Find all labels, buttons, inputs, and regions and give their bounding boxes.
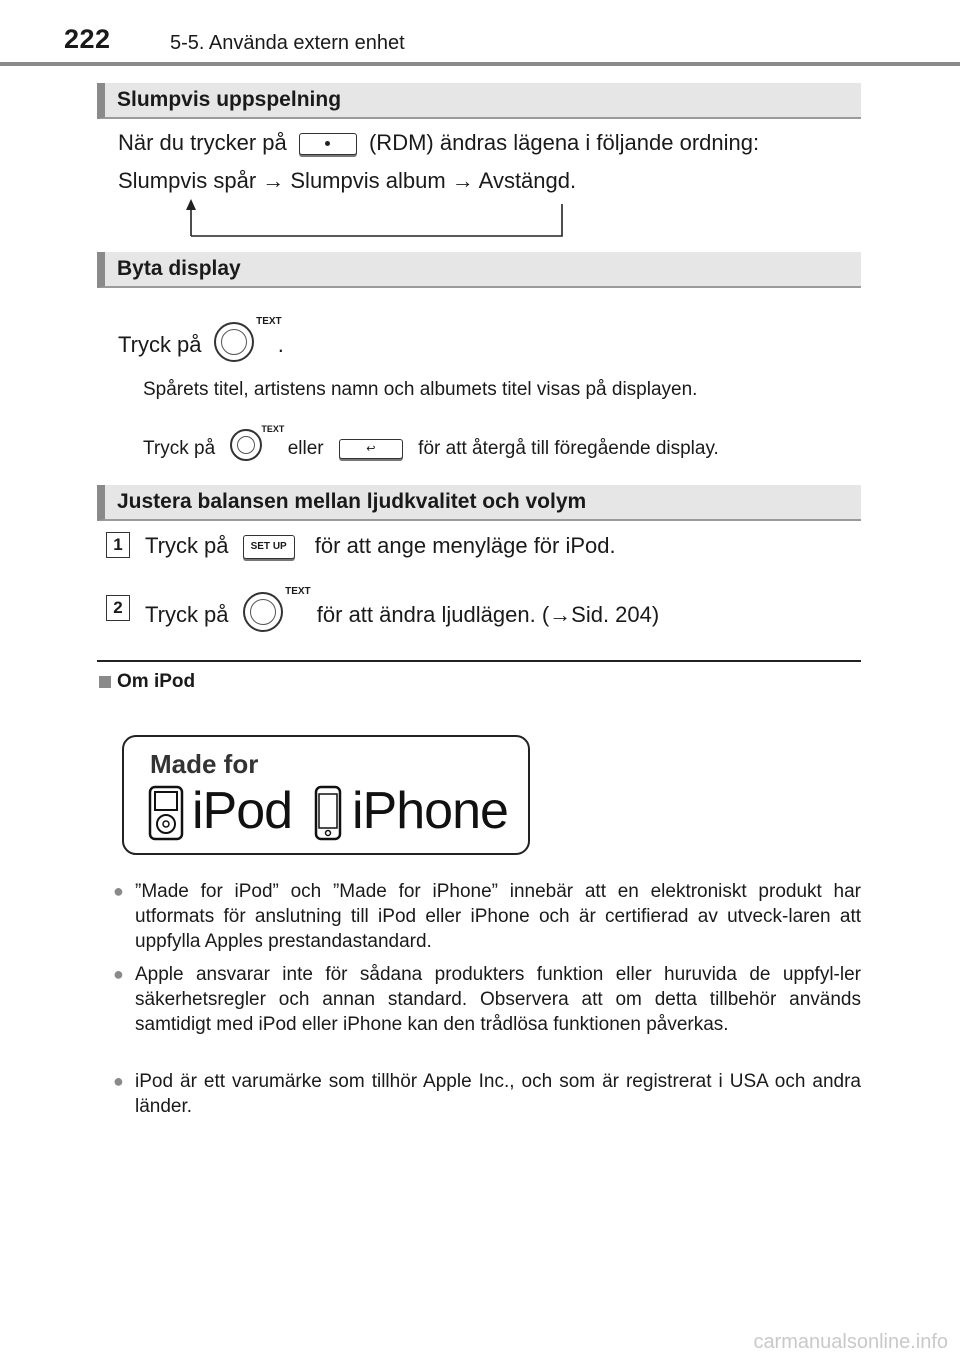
section-divider [97,660,861,662]
text-knob-label: TEXT [256,316,282,327]
step-1-post: för att ange menyläge för iPod. [314,533,616,558]
logo-made-for: Made for [150,749,259,779]
logo-iphone-text: iPhone [352,782,508,840]
logo-ipod-text: iPod [192,782,293,840]
section-heading-display: Byta display [97,252,861,288]
random-line1-pre: När du trycker på [118,130,287,155]
text-knob-step2-icon [243,586,311,632]
setup-button [243,535,295,559]
text-knob-small-icon [230,424,285,461]
display-back-post: för att återgå till föregående display. [418,438,719,460]
step-2-post: för att ändra ljudlägen. (→Sid. 204) [316,601,660,627]
step-number-2: 2 [106,595,130,621]
step-2-pre: Tryck på [145,601,229,627]
header-rule [0,62,960,66]
circle-bullet-icon: ● [113,964,124,984]
text-knob-step2-label: TEXT [285,586,311,597]
made-for-ipod-logo [122,735,530,855]
text-knob-icon [214,316,282,362]
rdm-button [299,133,357,155]
display-press-pre: Tryck på [118,331,202,357]
bullet-text-1: ”Made for iPod” och ”Made for iPhone” innebär att en elektroniskt produkt har utformats för anslutning till iPod eller iPhone och är certifierad av utveck-laren att uppfylla Apples prestandastandard. [135,881,861,952]
chapter-title: 5-5. Använda extern enhet [170,32,405,54]
random-mode-order: Slumpvis spår → Slumpvis album → Avstängd. [118,168,577,193]
display-press-post: . [277,331,284,357]
display-instruction [118,316,284,366]
random-line1-post: (RDM) ändras lägena i följande ordning: [368,130,760,155]
ipod-device-icon [148,785,184,841]
watermark: carmanualsonline.info [753,1331,948,1353]
display-back-mid: eller [287,438,324,460]
step-2-text [145,586,660,636]
step-1-pre: Tryck på [145,533,229,558]
step-number-1: 1 [106,532,130,558]
cycle-arrow-icon [180,198,570,240]
display-info: Spårets titel, artistens namn och albumets titel visas på displayen. [143,379,698,400]
square-bullet-icon [99,676,111,688]
om-ipod-heading: Om iPod [117,671,196,692]
iphone-device-icon [314,785,342,841]
circle-bullet-icon: ● [113,881,124,901]
page-number: 222 [64,24,111,54]
bullet-text-3: iPod är ett varumärke som tillhör Apple Inc., och som är registrerat i USA och andra länder. [135,1071,861,1117]
bullet-text-2: Apple ansvarar inte för sådana produkters funktion eller huruvida de uppfyl-ler säkerhetsregler och annan standard. Observera att om detta tillbehör används samtidigt med iPod eller iPhone kan den trådlösa funktionen påverkas. [135,964,861,1035]
return-icon: ↩ [366,443,376,455]
circle-bullet-icon: ● [113,1071,124,1091]
display-back-pre: Tryck på [143,438,216,460]
dot-icon [325,141,330,146]
step-1-text [145,533,616,559]
return-button [339,439,403,459]
random-instruction [118,130,759,156]
section-heading-balance: Justera balansen mellan ljudkvalitet och volym [97,485,861,521]
text-knob-small-label: TEXT [261,424,285,434]
setup-button-label: SET UP [250,541,287,553]
display-back [143,424,719,465]
section-heading-random: Slumpvis uppspelning [97,83,861,119]
